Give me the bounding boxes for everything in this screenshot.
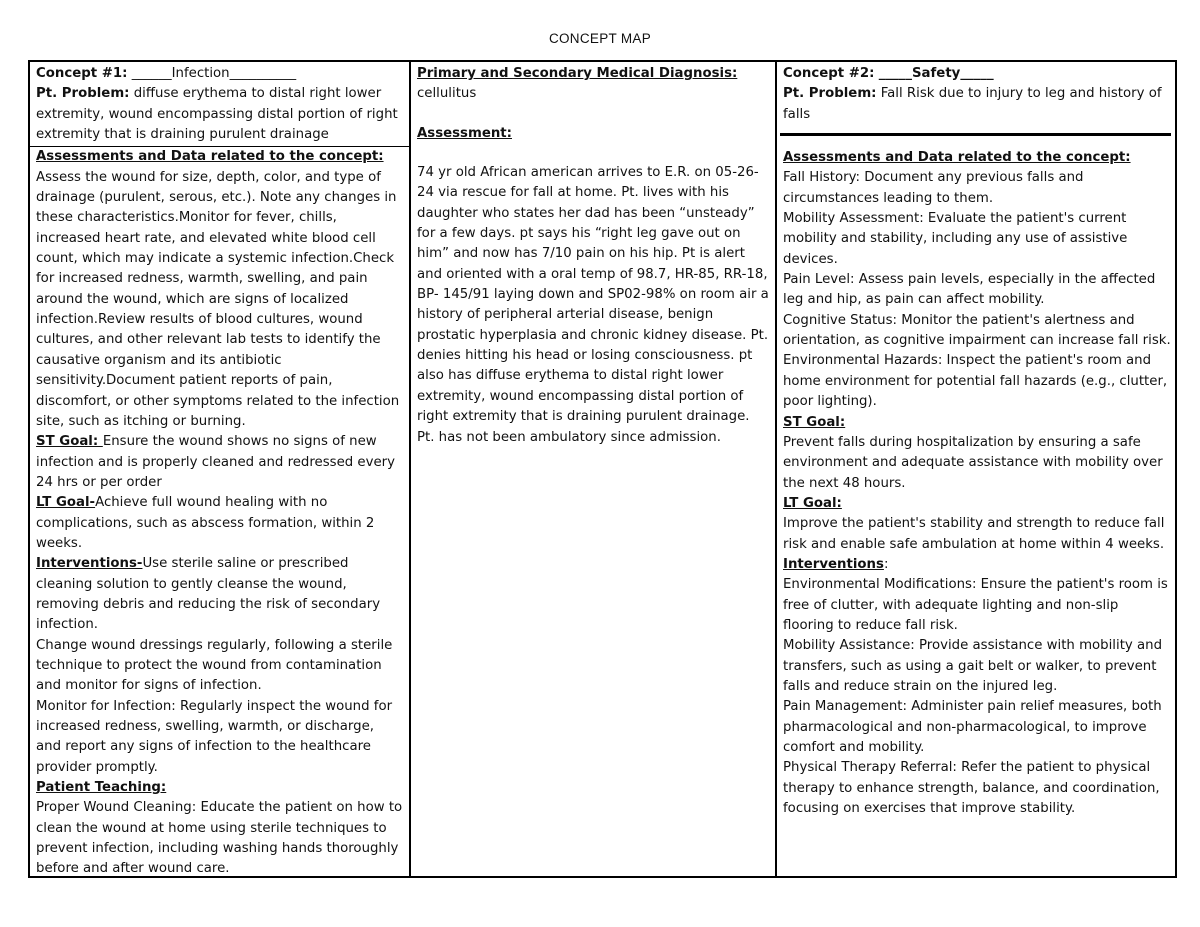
spacer — [417, 105, 769, 124]
concept2-value: Safety — [911, 66, 961, 81]
concept1-column — [30, 62, 411, 876]
concept1-lt-goal — [36, 493, 403, 554]
spacer — [417, 144, 769, 163]
diagnosis-body — [411, 62, 775, 448]
concept1-problem — [36, 84, 403, 145]
concept2-intervention-item: Physical Therapy Referral: Refer the patient to physical therapy to enhance strength, balance, and coordination, focusing on exercises that improve stability. — [783, 760, 1160, 817]
page-title: CONCEPT MAP — [548, 31, 652, 46]
concept1-teaching-text: Proper Wound Cleaning: Educate the patient on how to clean the wound at home using sterile techniques to prevent infection, including washing hands thoroughly before and after wound care. — [36, 800, 403, 876]
concept1-blank-before: ______ — [131, 66, 172, 81]
concept1-title — [36, 64, 403, 84]
diagnosis-value: cellulitus — [417, 86, 477, 102]
concept2-st-goal-label: ST Goal: — [783, 414, 846, 430]
spacer — [783, 136, 1171, 148]
concept1-assess-heading: Assessments and Data related to the concept: — [36, 149, 384, 165]
diagnosis-column — [411, 62, 777, 876]
concept2-assess-heading: Assessments and Data related to the concept: — [783, 150, 1131, 166]
concept1-interventions — [36, 554, 403, 635]
concept1-problem-text: diffuse erythema to distal right lower extremity, wound encompassing distal portion of right extremity that is draining purulent drainage — [36, 86, 398, 143]
concept2-column — [777, 62, 1177, 876]
concept1-intervention-item: Monitor for Infection: Regularly inspect the wound for increased redness, swelling, warmth, or discharge, and report any signs of infection to the healthcare provider promptly. — [36, 698, 393, 775]
concept2-interventions-heading — [783, 555, 1171, 575]
concept2-problem-label: Pt. Problem: — [783, 86, 877, 102]
concept2-body — [777, 136, 1177, 819]
concept1-st-goal-text: Ensure the wound shows no signs of new infection and is properly cleaned and redressed every 24 hrs or per order — [36, 434, 395, 490]
concept2-problem — [783, 84, 1171, 125]
concept1-lt-goal-label: LT Goal- — [36, 495, 96, 511]
concept1-problem-label: Pt. Problem: — [36, 86, 130, 102]
concept2-assess-item: Cognitive Status: Monitor the patient's alertness and orientation, as cognitive impairment can increase fall risk. — [783, 312, 1171, 349]
concept2-header — [777, 62, 1177, 125]
concept1-blank-after: __________ — [229, 66, 297, 81]
concept1-value: Infection — [171, 66, 230, 81]
concept1-st-goal-label: ST Goal: — [36, 434, 103, 450]
concept1-header — [30, 62, 409, 145]
concept2-assess-item: Pain Level: Assess pain levels, especially in the affected leg and hip, as pain can affect mobility. — [783, 272, 1156, 308]
concept2-blank-after: _____ — [960, 66, 994, 81]
concept2-interventions-colon: : — [883, 556, 889, 572]
assessment-heading: Assessment: — [417, 125, 512, 141]
concept1-lt-goal-text: Achieve full wound healing with no complications, such as abscess formation, within 2 weeks. — [36, 495, 375, 551]
assessment-text: 74 yr old African american arrives to E.R. on 05-26-24 via rescue for fall at home. Pt. lives with his daughter who states her dad has been “unsteady” for a few days. pt says his “right leg gave out on him” and now has 7/10 pain on his hip. Pt is alert and oriented with a oral temp of 98.7, HR-85, RR-18, BP- 145/91 laying down and SP02-98% on room air a history of peripheral arterial disease, benign prostatic hyperplasia and chronic kidney disease. Pt. denies hitting his head or losing consciousness. pt also has diffuse erythema to distal right lower extremity, wound encompassing distal portion of right extremity that is draining purulent drainage. Pt. has not been ambulatory since admission. — [417, 165, 769, 445]
concept1-label: Concept #1: — [36, 66, 128, 81]
concept2-assess-item: Environmental Hazards: Inspect the patient's room and home environment for potential fall hazards (e.g., clutter, poor lighting). — [783, 353, 1168, 410]
concept2-interventions-label: Interventions — [783, 556, 884, 572]
concept-map-table — [28, 60, 1177, 878]
diagnosis-heading: Primary and Secondary Medical Diagnosis: — [417, 66, 738, 81]
concept2-blank-before: _____ — [878, 66, 912, 81]
concept1-teaching-label: Patient Teaching: — [36, 780, 167, 796]
concept1-assess-text: Assess the wound for size, depth, color, and type of drainage (purulent, serous, etc.). Note any changes in these characteristics.Monitor for fever, chills, increased heart rate, and elevated white blood cell count, which may indicate a systemic infection.Check for increased redness, warmth, swelling, and pain around the wound, which are signs of localized infection.Review results of blood cultures, wound cultures, and other relevant lab tests to identify the causative organism and its antibiotic sensitivity.Document patient reports of pain, discomfort, or other symptoms related to the infection site, such as itching or burning. — [36, 169, 400, 429]
concept2-lt-goal-label: LT Goal: — [783, 495, 842, 511]
concept1-intervention-item: Change wound dressings regularly, following a sterile technique to protect the wound from contamination and monitor for signs of infection. — [36, 637, 393, 694]
concept2-lt-goal-text: Improve the patient's stability and strength to reduce fall risk and enable safe ambulation at home within 4 weeks. — [783, 516, 1165, 552]
concept2-intervention-item: Pain Management: Administer pain relief measures, both pharmacological and non-pharmacological, to improve comfort and mobility. — [783, 699, 1162, 755]
concept2-problem-text: Fall Risk due to injury to leg and history of falls — [783, 86, 1162, 122]
concept2-st-goal-text: Prevent falls during hospitalization by ensuring a safe environment and adequate assistance with mobility over the next 48 hours. — [783, 434, 1163, 491]
concept2-assess-item: Fall History: Document any previous falls and circumstances leading to them. — [783, 170, 1084, 206]
concept1-st-goal — [36, 432, 403, 493]
concept1-intervention-item: Use sterile saline or prescribed cleaning solution to gently cleanse the wound, removing debris and reducing the risk of secondary infection. — [36, 556, 381, 633]
concept2-label: Concept #2: — [783, 66, 875, 81]
concept1-body — [30, 147, 409, 876]
concept2-title — [783, 64, 1171, 84]
concept2-assess-item: Mobility Assessment: Evaluate the patient's current mobility and stability, including any use of assistive devices. — [783, 211, 1128, 267]
concept1-interventions-label: Interventions- — [36, 556, 143, 572]
concept2-intervention-item: Mobility Assistance: Provide assistance with mobility and transfers, such as using a gait belt or walker, to prevent falls and reduce strain on the injured leg. — [783, 638, 1163, 694]
concept2-intervention-item: Environmental Modifications: Ensure the patient's room is free of clutter, with adequate lighting and non-slip flooring to reduce fall risk. — [783, 577, 1168, 633]
